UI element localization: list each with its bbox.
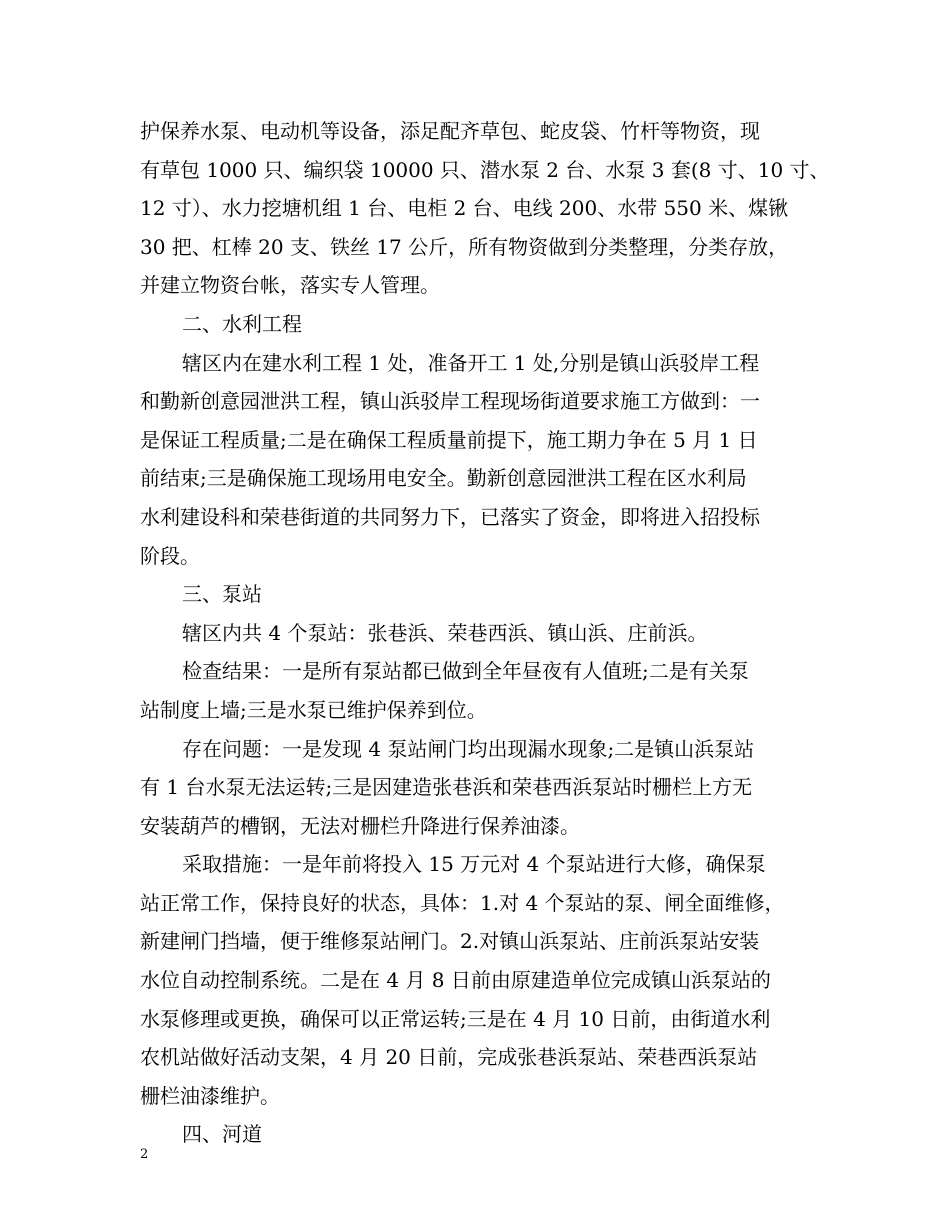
- text-line: 二、水利工程: [182, 311, 302, 336]
- text-line: 采取措施：一是年前将投入 15 万元对 4 个泵站进行大修，确保泵: [182, 852, 766, 877]
- text-line: 30 把、杠棒 20 支、铁丝 17 公斤，所有物资做到分类整理，分类存放，: [140, 234, 789, 259]
- text-line: 和勤新创意园泄洪工程，镇山浜驳岸工程现场街道要求施工方做到：一: [140, 389, 760, 414]
- text-line: 站正常工作，保持良好的状态，具体：1.对 4 个泵站的泵、闸全面维修，: [140, 890, 785, 915]
- text-line: 农机站做好活动支架，4 月 20 日前，完成张巷浜泵站、荣巷西浜泵站: [140, 1045, 758, 1070]
- text-line: 存在问题：一是发现 4 泵站闸门均出现漏水现象;二是镇山浜泵站: [182, 736, 755, 761]
- page-number: 2: [140, 1147, 149, 1162]
- text-line: 栅栏油漆维护。: [140, 1083, 280, 1108]
- text-line: 是保证工程质量;二是在确保工程质量前提下，施工期力争在 5 月 1 日: [140, 427, 758, 452]
- text-line: 阶段。: [140, 543, 200, 568]
- text-line: 并建立物资台帐，落实专人管理。: [140, 273, 440, 298]
- text-line: 检查结果：一是所有泵站都已做到全年昼夜有人值班;二是有关泵: [182, 659, 749, 684]
- text-line: 护保养水泵、电动机等设备，添足配齐草包、蛇皮袋、竹杆等物资，现: [140, 119, 760, 143]
- text-line: 站制度上墙;三是水泵已维护保养到位。: [140, 697, 487, 722]
- text-line: 三、泵站: [182, 582, 262, 607]
- text-line: 有草包 1000 只、编织袋 10000 只、潜水泵 2 台、水泵 3 套(8 寸、10 寸、: [140, 157, 830, 182]
- text-line: 辖区内共 4 个泵站：张巷浜、荣巷西浜、镇山浜、庄前浜。: [182, 620, 708, 645]
- text-line: 四、河道: [182, 1122, 262, 1147]
- text-line: 前结束;三是确保施工现场用电安全。勤新创意园泄洪工程在区水利局: [140, 466, 747, 491]
- text-line: 新建闸门挡墙，便于维修泵站闸门。2.对镇山浜泵站、庄前浜泵站安装: [140, 929, 760, 954]
- text-line: 水泵修理或更换，确保可以正常运转;三是在 4 月 10 日前，由街道水利: [140, 1006, 771, 1031]
- text-line: 水位自动控制系统。二是在 4 月 8 日前由原建造单位完成镇山浜泵站的: [140, 968, 771, 993]
- document-body: [140, 112, 830, 1154]
- text-line: 水利建设科和荣巷街道的共同努力下，已落实了资金，即将进入招投标: [140, 504, 760, 529]
- text-line: 有 1 台水泵无法运转;三是因建造张巷浜和荣巷西浜泵站时栅栏上方无: [140, 775, 753, 800]
- text-line: 12 寸）、水力挖塘机组 1 台、电柜 2 台、电线 200、水带 550 米、煤锹: [140, 196, 789, 221]
- text-line: 辖区内在建水利工程 1 处，准备开工 1 处,分别是镇山浜驳岸工程: [182, 350, 760, 375]
- text-line: 安装葫芦的槽钢，无法对栅栏升降进行保养油漆。: [140, 813, 580, 838]
